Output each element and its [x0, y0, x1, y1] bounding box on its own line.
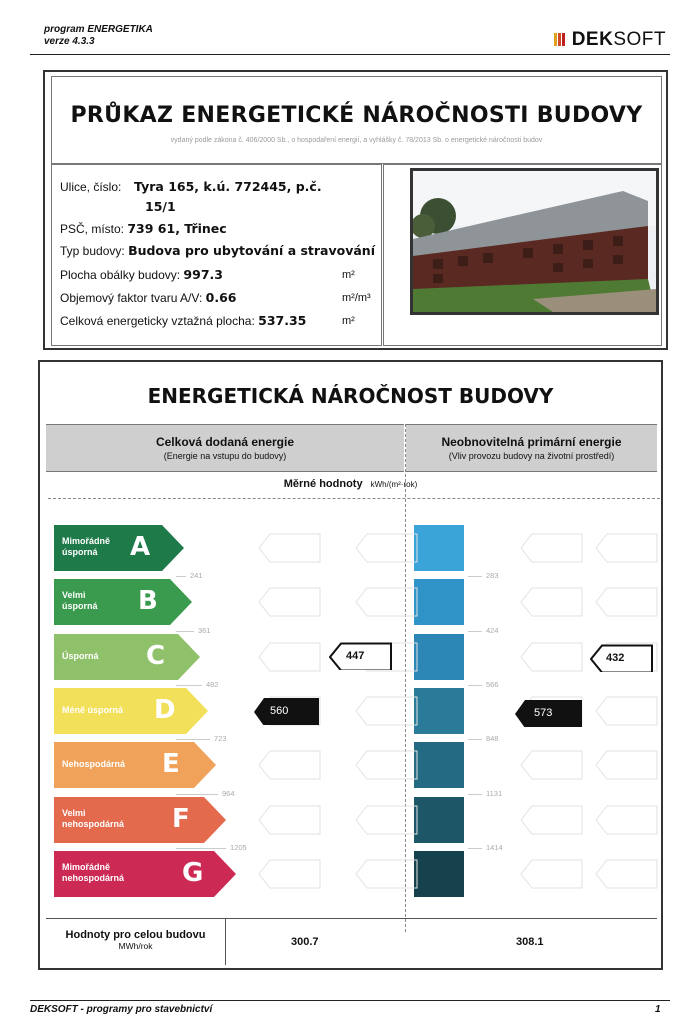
building-photo-frame — [383, 164, 662, 346]
specific-values-label — [40, 478, 661, 490]
primary-energy-header — [406, 424, 657, 472]
energy-class-b — [54, 579, 192, 625]
threshold-line — [176, 794, 218, 795]
energy-class-label-line: Velmi — [62, 808, 86, 818]
logo-bold-text: DEK — [571, 29, 614, 50]
primary-scale-segment — [414, 579, 464, 625]
placeholder-arrow — [595, 696, 659, 726]
envelope-value: 997.3 — [183, 267, 223, 282]
type-value: Budova pro ubytování a stravování — [128, 243, 375, 258]
energy-class-letter: C — [146, 641, 166, 671]
primary-energy-title: Neobnovitelná primární energie — [441, 435, 622, 449]
placeholder-arrow — [355, 696, 419, 726]
psc-value: 739 61, Třinec — [127, 221, 227, 236]
whole-primary-value: 308.1 — [516, 936, 544, 948]
energy-class-label-line: Mimořádně — [62, 536, 111, 546]
street-row — [60, 179, 322, 194]
primary-threshold: 848 — [486, 734, 499, 743]
energy-class-letter: E — [162, 749, 180, 779]
street-value-2: 15/1 — [145, 199, 176, 214]
placeholder-arrow — [520, 533, 584, 563]
page-number: 1 — [655, 1004, 661, 1015]
specific-values-unit: kWh/(m²·rok) — [370, 480, 418, 489]
placeholder-arrow — [355, 750, 419, 780]
energy-card — [38, 360, 663, 970]
building-photo — [410, 168, 659, 315]
placeholder-arrow — [258, 805, 322, 835]
energy-class-e — [54, 742, 216, 788]
placeholder-arrow — [355, 533, 419, 563]
placeholder-arrow — [595, 533, 659, 563]
placeholder-arrow — [258, 533, 322, 563]
building-info — [51, 164, 382, 346]
street-label: Ulice, číslo: — [60, 180, 122, 194]
placeholder-arrow — [355, 859, 419, 889]
placeholder-arrow — [595, 859, 659, 889]
energy-class-label-line: Velmi — [62, 590, 86, 600]
delivered-reference-value: 560 — [270, 705, 289, 717]
area-value: 537.35 — [258, 313, 307, 328]
placeholder-arrow — [258, 750, 322, 780]
delivered-threshold: 241 — [190, 571, 203, 580]
primary-threshold: 424 — [486, 626, 499, 635]
primary-scale-segment — [414, 634, 464, 680]
delivered-actual-value: 447 — [346, 650, 365, 662]
whole-building-row — [46, 918, 657, 964]
energy-class-c — [54, 634, 200, 680]
energy-class-label-line: nehospodárná — [62, 873, 125, 883]
energy-class-letter: F — [172, 804, 190, 834]
energy-class-letter: D — [154, 695, 176, 725]
threshold-line — [468, 848, 482, 849]
logo-bars-icon — [554, 29, 566, 50]
energy-class-letter: G — [182, 858, 204, 888]
primary-threshold: 283 — [486, 571, 499, 580]
deksoft-logo — [554, 29, 666, 51]
placeholder-arrow — [520, 750, 584, 780]
shape-row — [60, 290, 236, 305]
threshold-line — [468, 794, 482, 795]
area-label: Celková energeticky vztažná plocha: — [60, 314, 255, 328]
shape-value: 0.66 — [205, 290, 237, 305]
threshold-line — [176, 685, 202, 686]
energy-class-letter: B — [138, 586, 158, 616]
placeholder-arrow — [520, 587, 584, 617]
primary-scale-segment — [414, 742, 464, 788]
delivered-threshold: 482 — [206, 680, 219, 689]
header-divider — [30, 54, 670, 55]
delivered-energy-subtitle: (Energie na vstupu do budovy) — [163, 451, 287, 461]
envelope-row — [60, 267, 223, 282]
street-value: Tyra 165, k.ú. 772445, p.č. — [134, 179, 322, 194]
energy-class-label: Méně úsporná — [62, 705, 124, 715]
placeholder-arrow — [258, 642, 322, 672]
primary-actual-value: 432 — [606, 652, 625, 664]
building-card — [43, 70, 668, 350]
primary-threshold: 1131 — [486, 789, 503, 798]
energy-class-letter: A — [130, 532, 151, 562]
delivered-threshold: 361 — [198, 626, 211, 635]
primary-scale-segment — [414, 688, 464, 734]
placeholder-arrow — [520, 642, 584, 672]
psc-row — [60, 221, 227, 236]
whole-building-title: Hodnoty pro celou budovu — [65, 929, 206, 941]
delivered-threshold: 1205 — [230, 843, 247, 852]
whole-building-label — [46, 919, 226, 965]
envelope-label: Plocha obálky budovy: — [60, 268, 181, 282]
energy-class-label-line: Mimořádně — [62, 862, 111, 872]
placeholder-arrow — [520, 859, 584, 889]
energy-class-label-line: úsporná — [62, 547, 98, 557]
primary-threshold: 1414 — [486, 843, 503, 852]
envelope-unit: m² — [342, 269, 355, 281]
placeholder-arrow — [595, 805, 659, 835]
dashed-divider — [48, 498, 660, 499]
placeholder-arrow — [595, 750, 659, 780]
certificate-title-box — [51, 76, 662, 164]
primary-scale-segment — [414, 851, 464, 897]
delivered-threshold: 723 — [214, 734, 227, 743]
placeholder-arrow — [520, 805, 584, 835]
energy-class-label — [62, 808, 124, 830]
certificate-subtitle: vydaný podle zákona č. 406/2000 Sb., o hospodaření energií, a vyhlášky č. 78/2013 Sb. o energetické náročnosti budov — [170, 137, 543, 144]
logo-light-text: SOFT — [613, 29, 666, 50]
shape-label: Objemový faktor tvaru A/V: — [60, 291, 203, 305]
primary-threshold: 566 — [486, 680, 499, 689]
threshold-line — [468, 739, 482, 740]
threshold-line — [468, 576, 482, 577]
program-header — [44, 24, 153, 48]
energy-class-g — [54, 851, 236, 897]
primary-energy-subtitle: (Vliv provozu budovy na životní prostředí) — [448, 451, 615, 461]
placeholder-arrow — [355, 805, 419, 835]
footer-text: DEKSOFT - programy pro stavebnictví — [30, 1004, 213, 1015]
whole-building-unit: MWh/rok — [118, 941, 153, 951]
delivered-energy-header — [46, 424, 404, 472]
delivered-threshold: 964 — [222, 789, 235, 798]
threshold-line — [176, 739, 210, 740]
primary-scale-segment — [414, 525, 464, 571]
energy-class-label — [62, 536, 110, 558]
primary-reference-value: 573 — [534, 707, 553, 719]
energy-class-label: Nehospodárná — [62, 759, 126, 769]
program-version: verze 4.3.3 — [44, 36, 95, 47]
energy-class-label — [62, 862, 124, 884]
energy-class-label: Úsporná — [62, 651, 99, 661]
energy-class-label — [62, 590, 98, 612]
threshold-line — [468, 631, 482, 632]
energy-class-label-line: úsporná — [62, 601, 98, 611]
whole-delivered-value: 300.7 — [291, 936, 319, 948]
program-name: program ENERGETIKA — [44, 24, 153, 35]
area-unit: m² — [342, 315, 355, 327]
area-row — [60, 313, 306, 328]
column-divider — [405, 424, 406, 932]
placeholder-arrow — [595, 587, 659, 617]
type-row — [60, 243, 375, 258]
threshold-line — [176, 576, 186, 577]
energy-class-a — [54, 525, 184, 571]
specific-values-title: Měrné hodnoty — [283, 478, 363, 490]
street-row-2 — [145, 199, 176, 214]
psc-label: PSČ, místo: — [60, 222, 125, 236]
energy-class-d — [54, 688, 208, 734]
certificate-title: PRŮKAZ ENERGETICKÉ NÁROČNOSTI BUDOVY — [70, 103, 643, 128]
primary-scale-segment — [414, 797, 464, 843]
threshold-line — [176, 631, 194, 632]
type-label: Typ budovy: — [60, 244, 125, 258]
threshold-line — [176, 848, 226, 849]
placeholder-arrow — [355, 587, 419, 617]
delivered-energy-title: Celková dodaná energie — [155, 435, 295, 449]
shape-unit: m²/m³ — [342, 292, 371, 304]
placeholder-arrow — [258, 587, 322, 617]
threshold-line — [468, 685, 482, 686]
footer-divider — [30, 1000, 670, 1001]
placeholder-arrow — [258, 859, 322, 889]
energy-class-f — [54, 797, 226, 843]
energy-title: ENERGETICKÁ NÁROČNOST BUDOVY — [147, 384, 554, 408]
energy-class-label-line: nehospodárná — [62, 819, 125, 829]
